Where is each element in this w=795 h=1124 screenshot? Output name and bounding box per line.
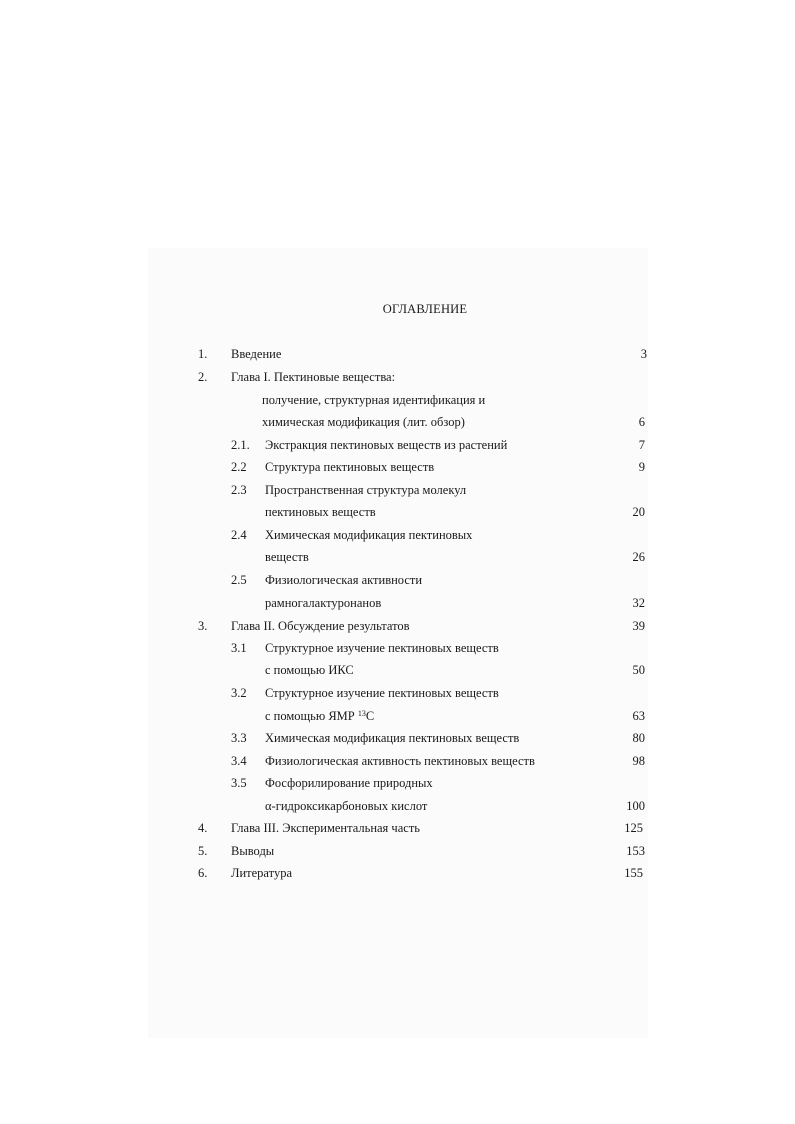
toc-number: 1. xyxy=(198,347,208,361)
toc-number: 3.1 xyxy=(231,641,247,655)
toc-text: Структурное изучение пектиновых веществ xyxy=(265,641,499,655)
toc-number: 3.5 xyxy=(231,776,247,790)
toc-number: 2.4 xyxy=(231,528,247,542)
toc-text: получение, структурная идентификация и xyxy=(262,393,486,407)
toc-page: 32 xyxy=(632,596,645,610)
toc-text: Физиологическая активность пектиновых веществ xyxy=(265,754,535,768)
toc-text: Введение xyxy=(231,347,282,361)
toc-page: 3 xyxy=(640,347,647,361)
toc-page: 6 xyxy=(638,415,645,429)
toc-number: 6. xyxy=(198,866,208,880)
toc-page: 80 xyxy=(632,731,645,745)
toc-number: 3. xyxy=(198,619,208,633)
toc-text: α-гидроксикарбоновых кислот xyxy=(265,799,428,813)
toc-page: 153 xyxy=(626,844,645,858)
toc-text: Структура пектиновых веществ xyxy=(265,460,435,474)
toc-text: Химическая модификация пектиновых веществ xyxy=(265,731,520,745)
toc-number: 3.4 xyxy=(231,754,247,768)
toc-number: 2.2 xyxy=(231,460,247,474)
toc-text: Выводы xyxy=(231,844,275,858)
toc-number: 3.2 xyxy=(231,686,247,700)
toc-text: веществ xyxy=(265,550,309,564)
toc-text: Химическая модификация пектиновых xyxy=(265,528,473,542)
toc-text: Глава III. Экспериментальная часть xyxy=(231,821,420,835)
toc-page: 98 xyxy=(632,754,645,768)
page-title: ОГЛАВЛЕНИЕ xyxy=(382,302,468,316)
toc-page: 26 xyxy=(632,550,645,564)
toc-text: Физиологическая активности xyxy=(265,573,423,587)
toc-page: 155 xyxy=(624,866,643,880)
toc-text xyxy=(265,709,374,723)
toc-page: 9 xyxy=(638,460,645,474)
toc-text: Глава I. Пектиновые вещества: xyxy=(231,370,396,384)
toc-text: Глава II. Обсуждение результатов xyxy=(231,619,410,633)
toc-text: Экстракция пектиновых веществ из растений xyxy=(265,438,508,452)
toc-text-main: с помощью ЯМР xyxy=(265,709,355,723)
toc-number: 5. xyxy=(198,844,208,858)
toc-page: 39 xyxy=(632,619,645,633)
toc-text-suffix: C xyxy=(365,709,375,723)
toc-number: 2. xyxy=(198,370,208,384)
toc-text: Пространственная структура молекул xyxy=(265,483,467,497)
toc-number: 4. xyxy=(198,821,208,835)
toc-page: 125 xyxy=(624,821,643,835)
toc-superscript: 13 xyxy=(357,709,366,718)
toc-number: 3.3 xyxy=(231,731,247,745)
toc-page: 100 xyxy=(626,799,645,813)
toc-page: 7 xyxy=(638,438,645,452)
toc-page: 63 xyxy=(632,709,645,723)
toc-page: 20 xyxy=(632,505,645,519)
toc-text: Фосфорилирование природных xyxy=(265,776,433,790)
toc-text: Литература xyxy=(231,866,292,880)
toc-text: с помощью ИКС xyxy=(265,663,354,677)
toc-text: Структурное изучение пектиновых веществ xyxy=(265,686,499,700)
toc-text: пектиновых веществ xyxy=(265,505,376,519)
toc-number: 2.5 xyxy=(231,573,247,587)
toc-text: рамногалактуронанов xyxy=(265,596,382,610)
toc-number: 2.1. xyxy=(231,438,250,452)
toc-page: 50 xyxy=(632,663,645,677)
toc-number: 2.3 xyxy=(231,483,247,497)
toc-text: химическая модификация (лит. обзор) xyxy=(262,415,465,429)
